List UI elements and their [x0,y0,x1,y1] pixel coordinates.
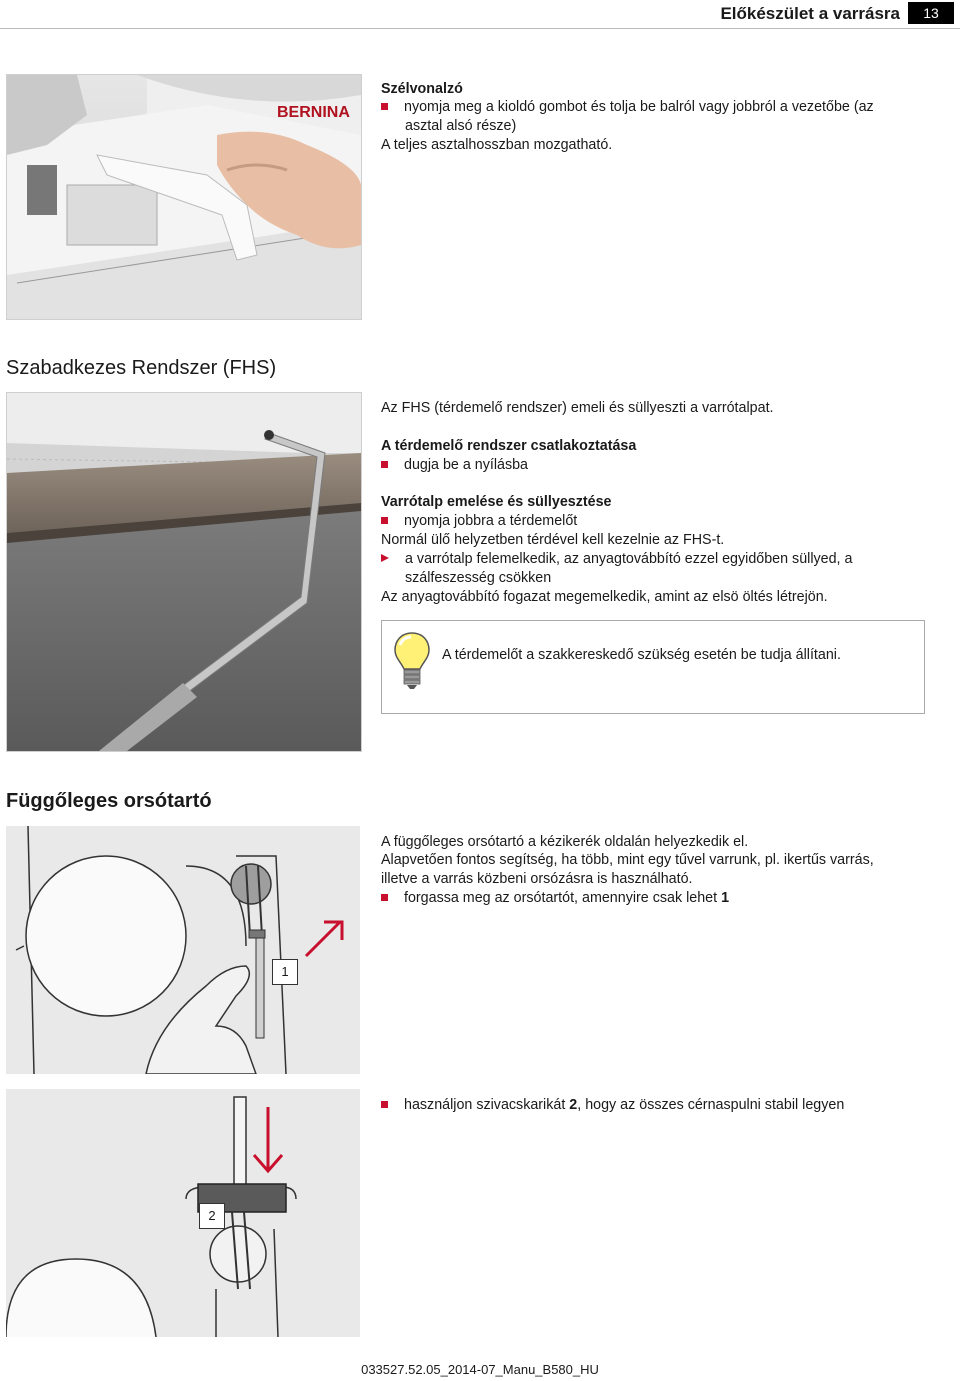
fhs-raise-bullet [381,512,577,531]
edge-guide-illustration [7,75,361,319]
foam-disk-text: használjon szivacskarikát [404,1097,566,1113]
edge-guide-bullet [381,98,874,117]
fhs-result-cont: szálfeszesség csökken [405,570,552,586]
fhs-connect-bullet [381,456,528,475]
callout-1: 1 [272,959,298,985]
tip-box [381,620,925,714]
edge-guide-bullet-cont: asztal alsó része) [405,118,517,134]
knee-lifter-illustration [7,393,361,751]
callout-2: 2 [199,1203,225,1229]
page-header-title: Előkészület a varrásra [720,4,900,23]
bullet-square-icon [381,461,388,468]
fhs-result [381,550,852,569]
bullet-square-icon [381,103,388,110]
fhs-feed-dog-note: Az anyagtovábbító fogazat megemelkedik, amint az elsö öltés létrejön. [381,589,828,605]
fhs-raise-note: Normál ülő helyzetben térdével kell kezelnie az FHS-t. [381,532,725,548]
document-code: 033527.52.05_2014-07_Manu_B580_HU [361,1362,599,1377]
fhs-raise-bullet-text: nyomja jobbra a térdemelőt [404,513,578,529]
lightbulb-icon [392,631,432,691]
foam-disk-bullet [381,1096,844,1115]
tip-text: A térdemelőt a szakkereskedő szükség esetén be tudja állítani. [442,647,841,663]
fhs-connect-heading: A térdemelő rendszer csatlakoztatása [381,438,637,454]
spool-pin-usage-cont: illetve a varrás közbeni orsózásra is használható. [381,871,693,887]
foam-disk-drawing [6,1089,360,1337]
knee-lifter-photo [6,392,362,752]
spool-pin-rotate-ref: 1 [721,890,730,906]
bullet-square-icon [381,894,388,901]
svg-text:BERNINA: BERNINA [277,104,350,121]
edge-guide-heading: Szélvonalzó [381,81,463,97]
spool-pin-rotate-illustration [6,826,360,1074]
header-divider [0,28,960,29]
edge-guide-photo [6,74,362,320]
edge-guide-note: A teljes asztalhosszban mozgatható. [381,137,613,153]
spool-pin-rotate-drawing [6,826,360,1074]
spool-pin-section-heading: Függőleges orsótartó [6,790,212,812]
fhs-raise-heading: Varrótalp emelése és süllyesztése [381,494,612,510]
fhs-result-text: a varrótalp felemelkedik, az anyagtovábbító ezzel egyidőben süllyed, a [405,551,853,567]
fhs-intro: Az FHS (térdemelő rendszer) emeli és süllyeszti a varrótalpat. [381,400,774,416]
bullet-square-icon [381,1101,388,1108]
result-arrow-icon [381,554,389,562]
foam-disk-ref: 2 [569,1097,578,1113]
foam-disk-text-cont: , hogy az összes cérnaspulni stabil legyen [577,1097,845,1113]
fhs-section-heading: Szabadkezes Rendszer (FHS) [6,357,277,379]
spool-pin-rotate-text: forgassa meg az orsótartót, amennyire csak lehet [404,890,718,906]
bullet-square-icon [381,517,388,524]
foam-disk-illustration [6,1089,360,1337]
fhs-connect-bullet-text: dugja be a nyílásba [404,457,529,473]
spool-pin-location: A függőleges orsótartó a kézikerék oldalán helyezkedik el. [381,834,749,850]
edge-guide-bullet-text: nyomja meg a kioldó gombot és tolja be balról vagy jobbról a vezetőbe (az [404,99,874,115]
spool-pin-usage: Alapvetően fontos segítség, ha több, mint egy tűvel varrunk, pl. ikertűs varrás, [381,852,874,868]
spool-pin-rotate-bullet [381,889,729,908]
page-number: 13 [908,2,954,24]
